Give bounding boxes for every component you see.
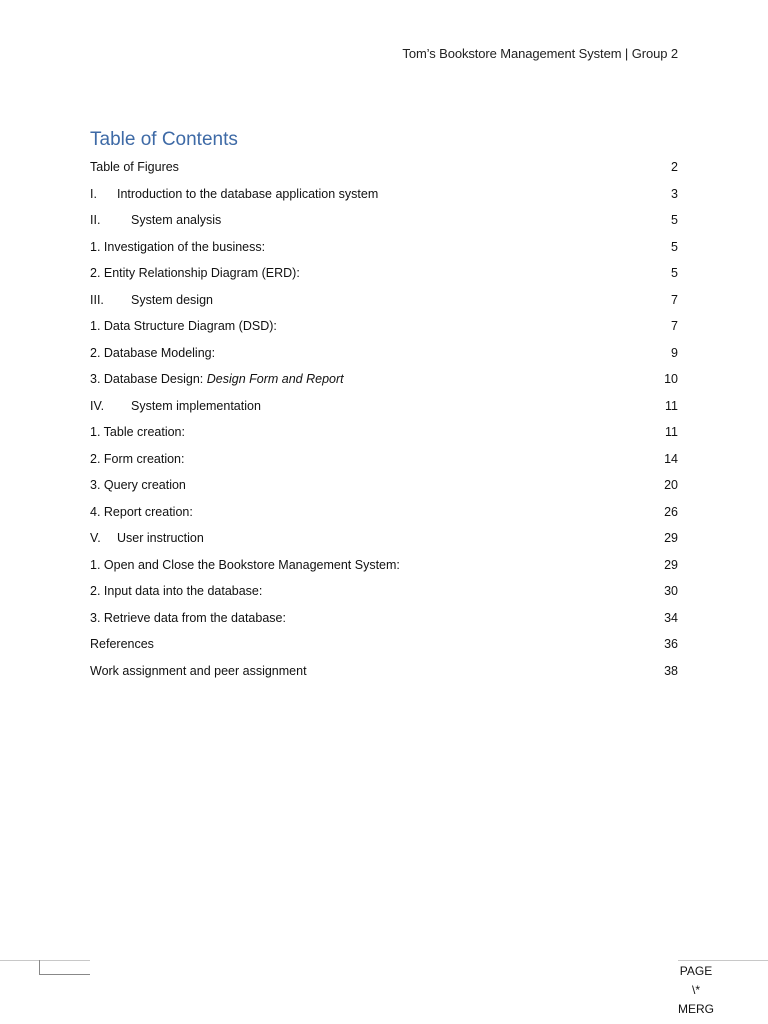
toc-entry-text — [90, 187, 378, 201]
toc-entry-label: 3. Query creation — [90, 478, 186, 493]
toc-list — [90, 154, 678, 684]
page-number-field — [678, 962, 714, 1019]
toc-entry[interactable] — [90, 578, 678, 605]
toc-entry-text — [90, 399, 261, 413]
toc-entry[interactable] — [90, 393, 678, 420]
toc-entry-label: 1. Table creation: — [90, 425, 185, 440]
page-field-line: MERG — [678, 1002, 714, 1016]
footer-divider-right — [678, 960, 768, 961]
toc-entry-label: Table of Figures — [90, 160, 179, 175]
page-field-line: \* — [691, 983, 700, 997]
toc-entry-page: 20 — [664, 478, 678, 493]
toc-entry-page: 29 — [664, 557, 678, 572]
toc-entry-text — [90, 478, 186, 492]
toc-entry[interactable] — [90, 234, 678, 261]
toc-entry-label: 2. Entity Relationship Diagram (ERD): — [90, 266, 300, 281]
toc-entry[interactable] — [90, 340, 678, 367]
toc-entry-text — [90, 346, 215, 360]
toc-entry-label: System design — [131, 292, 213, 307]
toc-entry-number: III. — [90, 292, 104, 307]
toc-entry-text — [90, 213, 221, 227]
toc-entry[interactable] — [90, 552, 678, 579]
toc-entry-text — [90, 637, 154, 651]
footer-box — [39, 960, 90, 975]
toc-entry-text — [90, 584, 262, 598]
toc-entry[interactable] — [90, 605, 678, 632]
toc-entry-label: 2. Database Modeling: — [90, 345, 216, 360]
toc-entry-number: I. — [90, 186, 97, 201]
toc-entry[interactable] — [90, 154, 678, 181]
toc-entry-text — [90, 319, 277, 333]
toc-entry-number: II. — [90, 213, 101, 228]
toc-entry-page: 14 — [664, 451, 678, 466]
toc-entry-page: 11 — [665, 425, 678, 440]
toc-entry[interactable] — [90, 658, 678, 685]
toc-entry-page: 10 — [664, 372, 678, 387]
toc-entry-label: System analysis — [131, 213, 222, 228]
toc-entry-number: IV. — [90, 398, 105, 413]
toc-entry-page: 3 — [671, 186, 678, 201]
toc-entry-page: 7 — [671, 319, 678, 334]
toc-entry[interactable] — [90, 181, 678, 208]
toc-entry-text — [90, 531, 204, 545]
toc-entry-page: 5 — [671, 213, 678, 228]
toc-entry[interactable] — [90, 499, 678, 526]
toc-entry-page: 7 — [671, 292, 678, 307]
toc-entry-label: 2. Input data into the database: — [90, 584, 263, 599]
toc-entry-label: Work assignment and peer assignment — [90, 663, 307, 678]
toc-entry-label: Introduction to the database application system — [117, 186, 379, 201]
toc-entry-page: 26 — [664, 504, 678, 519]
toc-entry-text — [90, 558, 400, 572]
toc-entry-page: 11 — [665, 398, 678, 413]
toc-entry[interactable] — [90, 525, 678, 552]
toc-entry-label: 1. Open and Close the Bookstore Management System: — [90, 557, 400, 572]
toc-entry[interactable] — [90, 472, 678, 499]
toc-entry-text — [90, 372, 344, 386]
running-header: Tom’s Bookstore Management System | Group 2 — [402, 46, 678, 61]
toc-entry-text — [90, 452, 184, 466]
toc-entry-label: 1. Data Structure Diagram (DSD): — [90, 319, 277, 334]
toc-entry-text — [90, 240, 265, 254]
toc-entry-page: 29 — [664, 531, 678, 546]
toc-entry-text — [90, 160, 179, 174]
toc-entry-page: 9 — [671, 345, 678, 360]
toc-title: Table of Contents — [90, 129, 238, 150]
toc-entry-label: 3. Database Design: — [90, 372, 207, 387]
toc-entry-page: 36 — [664, 637, 678, 652]
toc-entry-text — [90, 266, 300, 280]
toc-entry-text — [90, 425, 185, 439]
toc-entry-label: 1. Investigation of the business: — [90, 239, 266, 254]
toc-entry-text — [90, 664, 307, 678]
toc-entry-page: 5 — [671, 266, 678, 281]
toc-entry-label: References — [90, 637, 154, 652]
toc-entry-label: 4. Report creation: — [90, 504, 193, 519]
toc-entry-text — [90, 611, 286, 625]
toc-entry-number: V. — [90, 531, 101, 546]
toc-entry[interactable] — [90, 631, 678, 658]
toc-entry[interactable] — [90, 446, 678, 473]
toc-entry[interactable] — [90, 313, 678, 340]
toc-entry[interactable] — [90, 419, 678, 446]
toc-entry-page: 38 — [664, 663, 678, 678]
page-field-line: PAGE — [679, 964, 713, 978]
toc-entry-page: 30 — [664, 584, 678, 599]
toc-entry[interactable] — [90, 366, 678, 393]
toc-entry-page: 2 — [671, 160, 678, 175]
toc-entry-label: User instruction — [117, 531, 204, 546]
toc-entry[interactable] — [90, 207, 678, 234]
toc-entry[interactable] — [90, 287, 678, 314]
toc-entry-italic-label: Design Form and Report — [206, 372, 344, 387]
toc-entry-page: 5 — [671, 239, 678, 254]
toc-entry-label: 2. Form creation: — [90, 451, 185, 466]
toc-entry-page: 34 — [664, 610, 678, 625]
toc-entry-label: System implementation — [131, 398, 261, 413]
toc-entry-label: 3. Retrieve data from the database: — [90, 610, 286, 625]
toc-entry-text — [90, 293, 213, 307]
toc-entry[interactable] — [90, 260, 678, 287]
toc-entry-text — [90, 505, 193, 519]
